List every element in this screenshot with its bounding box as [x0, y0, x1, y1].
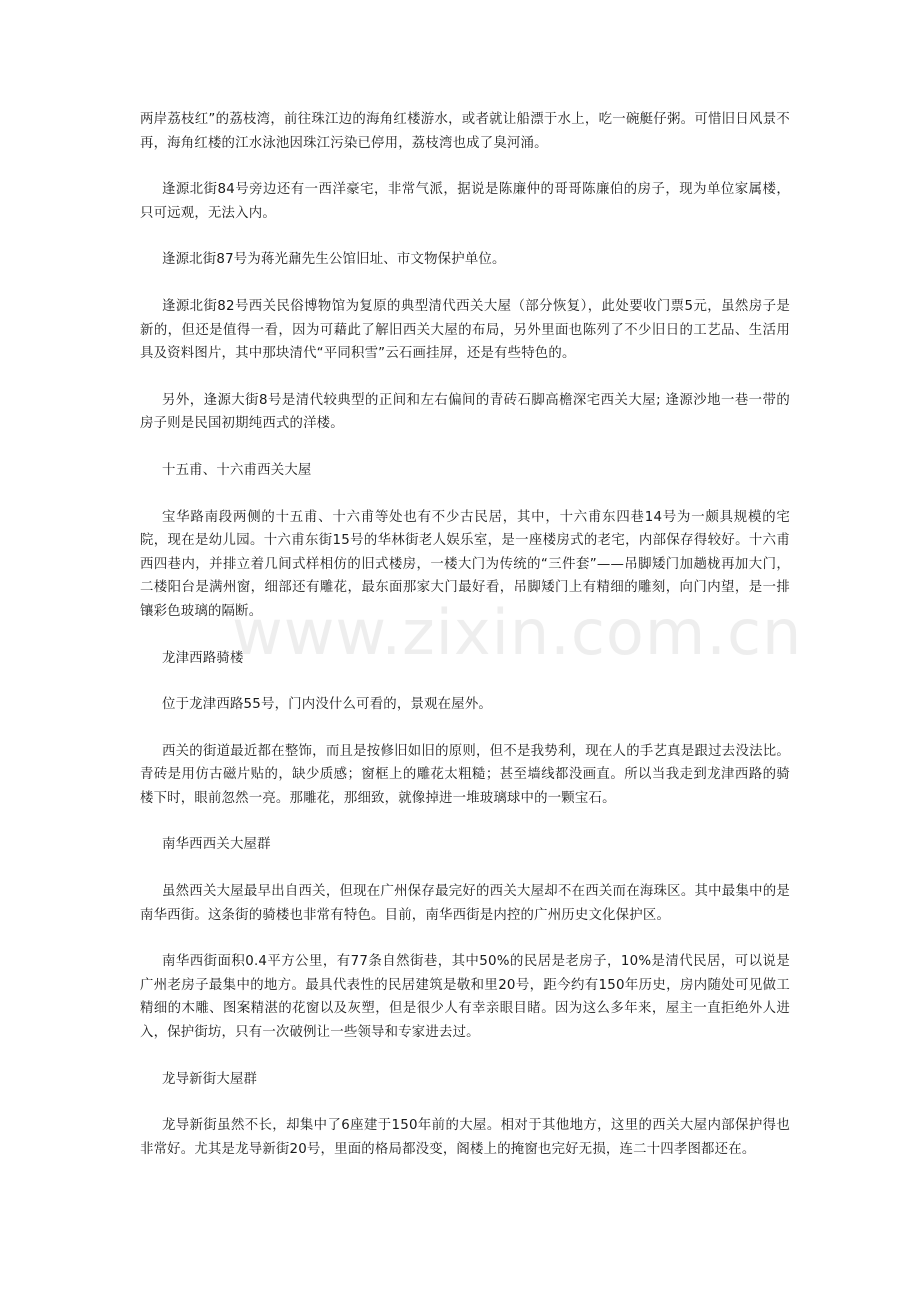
paragraph: 南华西街面积0.4平方公里，有77条自然街巷，其中50%的民居是老房子，10%是清代民居，可以说是广州老房子最集中的地方。最具代表性的民居建筑是敬和里20号，距今约有150年历史，房内随处可见做工精细的木雕、图案精湛的花窗以及灰塑，但是很少人有幸亲眼目睹。因为这么多年来，屋主一直拒绝外人进入，保护街坊，只有一次破例让一些领导和专家进去过。 [140, 954, 790, 1041]
section-heading: 南华西西关大屋群 [162, 837, 271, 853]
paragraph: 西关的街道最近都在整饰，而且是按修旧如旧的原则，但不是我势利，现在人的手艺真是跟过去没法比。青砖是用仿古磁片贴的，缺少质感；窗框上的雕花太粗糙；甚至墙线都没画直。所以当我走到龙津西路的骑楼下时，眼前忽然一亮。那雕花，那细致，就像掉进一堆玻璃球中的一颗宝石。 [140, 743, 790, 806]
paragraph: 龙导新街虽然不长，却集中了6座建于150年前的大屋。相对于其他地方，这里的西关大屋内部保护得也非常好。尤其是龙导新街20号，里面的格局都没变，阁楼上的掩窗也完好无损，连二十四孝图都还在。 [140, 1118, 790, 1157]
paragraph: 宝华路南段两侧的十五甫、十六甫等处也有不少古民居，其中，十六甫东四巷14号为一颇具规模的宅院，现在是幼儿园。十六甫东街15号的华林街老人娱乐室，是一座楼房式的老宅，内部保存得较好。十六甫西四巷内，并排立着几间式样相仿的旧式楼房，一楼大门为传统的“三件套”——吊脚矮门加趟栊再加大门，二楼阳台是满州窗，细部还有雕花，最东面那家大门最好看，吊脚矮门上有精细的雕刻，向门内望，是一排镶彩色玻璃的隔断。 [140, 509, 790, 619]
section-heading: 龙津西路骑楼 [162, 650, 244, 666]
paragraph: 逢源北街82号西关民俗博物馆为复原的典型清代西关大屋（部分恢复），此处要收门票5元，虽然房子是新的，但还是值得一看，因为可藉此了解旧西关大屋的布局，另外里面也陈列了不少旧日的工艺品、生活用具及资料图片，其中那块清代“平同积雪”云石画挂屏，还是有些特色的。 [140, 298, 790, 362]
paragraph: 虽然西关大屋最早出自西关，但现在广州保存最完好的西关大屋却不在西关而在海珠区。其中最集中的是南华西街。这条街的骑楼也非常有特色。目前，南华西街是内控的广州历史文化保护区。 [140, 884, 790, 923]
paragraph: 另外，逢源大街8号是清代较典型的正间和左右偏间的青砖石脚高檐深宅西关大屋; 逢源沙地一巷一带的房子则是民国初期纯西式的洋楼。 [140, 392, 790, 432]
paragraph: 位于龙津西路55号，门内没什么可看的，景观在屋外。 [162, 697, 493, 713]
section-heading: 龙导新街大屋群 [162, 1071, 258, 1087]
watermark: www.zixin.com.cn [232, 596, 803, 669]
paragraph: 逢源北街84号旁边还有一西洋豪宅，非常气派，据说是陈廉仲的哥哥陈廉伯的房子，现为单位家属楼，只可远观，无法入内。 [140, 182, 790, 221]
section-heading: 十五甫、十六甫西关大屋 [162, 462, 312, 478]
paragraph: 两岸荔枝红”的荔枝湾，前往珠江边的海角红楼游水，或者就让船漂于水上，吃一碗艇仔粥。可惜旧日风景不再，海角红楼的江水泳池因珠江污染已停用，荔枝湾也成了臭河涌。 [140, 112, 790, 151]
article-body [140, 108, 790, 1161]
paragraph: 逢源北街87号为蒋光鼐先生公馆旧址、市文物保护单位。 [162, 252, 506, 268]
